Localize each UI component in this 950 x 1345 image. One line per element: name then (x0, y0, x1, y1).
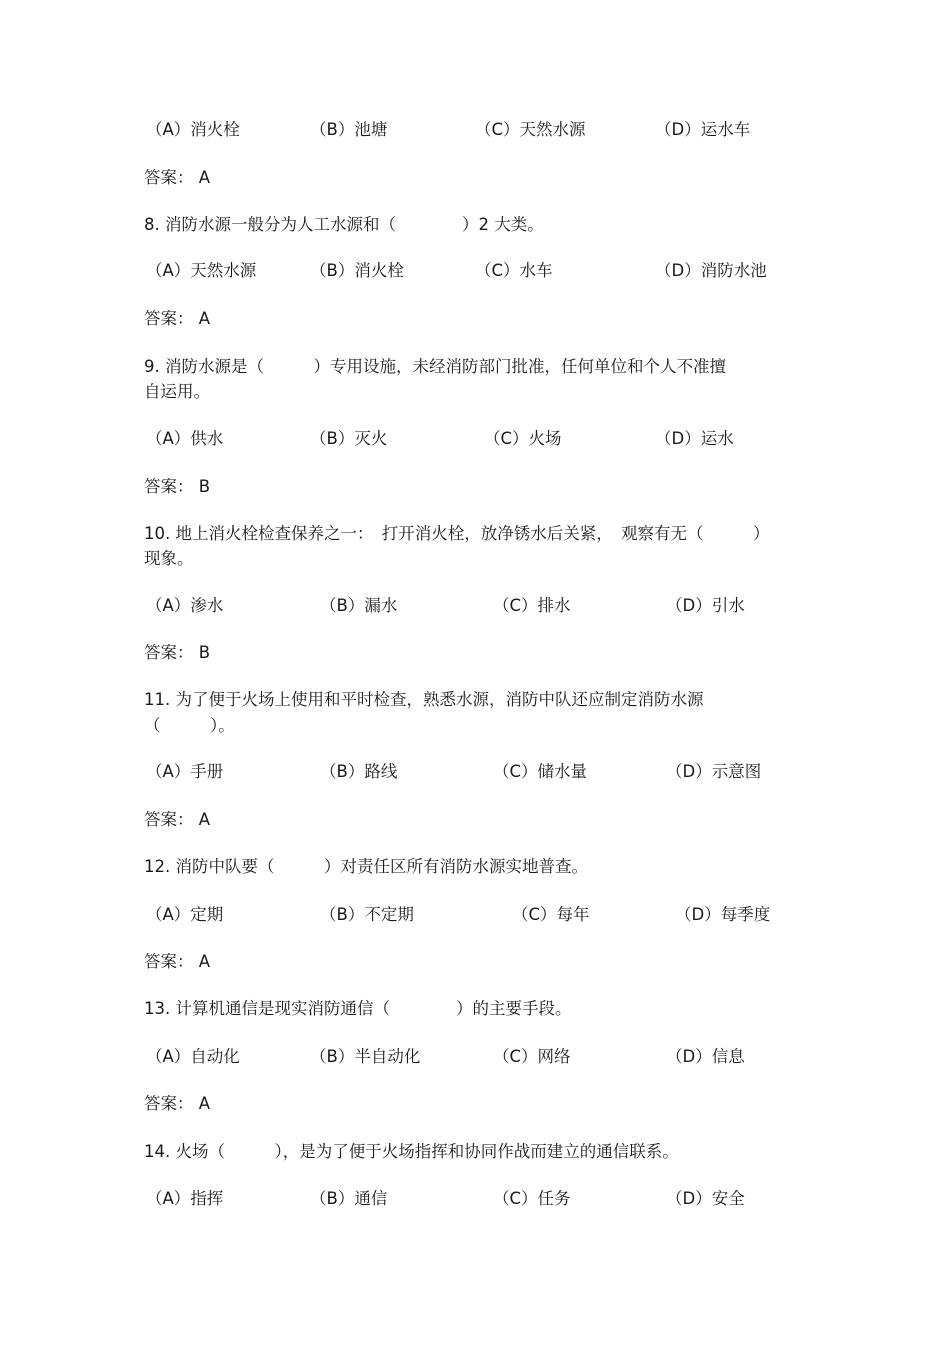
q13-option-d: （D）信息 (666, 1047, 745, 1066)
q13-stem: 13. 计算机通信是现实消防通信（ ）的主要手段。 (144, 999, 572, 1018)
q7-answer: 答案： A (144, 168, 211, 187)
q7-option-a: （A）消火栓 (146, 120, 240, 139)
q8-option-d: （D）消防水池 (655, 261, 767, 280)
q11-option-a: （A）手册 (146, 762, 224, 781)
q12-option-c: （C）每年 (512, 905, 590, 924)
q9-option-c: （C）火场 (484, 429, 562, 448)
q8-option-a: （A）天然水源 (146, 261, 257, 280)
q14-option-c: （C）任务 (493, 1189, 571, 1208)
q10-stem-line1: 10. 地上消火栓检查保养之一： 打开消火栓，放净锈水后关紧， 观察有无（ ） (144, 524, 770, 543)
q11-option-c: （C）储水量 (493, 762, 588, 781)
q9-option-a: （A）供水 (146, 429, 224, 448)
q12-option-b: （B）不定期 (320, 905, 414, 924)
q8-option-c: （C）水车 (475, 261, 553, 280)
q9-option-d: （D）运水 (655, 429, 734, 448)
q13-option-a: （A）自动化 (146, 1047, 240, 1066)
q13-answer: 答案： A (144, 1094, 211, 1113)
q14-option-d: （D）安全 (666, 1189, 745, 1208)
q12-stem: 12. 消防中队要（ ）对责任区所有消防水源实地普查。 (144, 857, 588, 876)
q7-option-d: （D）运水车 (655, 120, 751, 139)
q7-option-c: （C）天然水源 (475, 120, 586, 139)
q8-answer: 答案： A (144, 309, 211, 328)
q13-option-b: （B）半自动化 (310, 1047, 421, 1066)
q13-option-c: （C）网络 (493, 1047, 571, 1066)
q11-answer: 答案： A (144, 810, 211, 829)
q10-option-a: （A）渗水 (146, 596, 224, 615)
q10-stem-line2: 现象。 (144, 549, 194, 568)
q9-stem-line2: 自运用。 (144, 382, 210, 401)
q14-stem: 14. 火场（ ），是为了便于火场指挥和协同作战而建立的通信联系。 (144, 1142, 679, 1161)
q11-stem-line1: 11. 为了便于火场上使用和平时检查，熟悉水源，消防中队还应制定消防水源 (144, 690, 704, 709)
q9-option-b: （B）灭火 (310, 429, 388, 448)
q10-option-b: （B）漏水 (320, 596, 398, 615)
q11-stem-line2: （ ）。 (144, 716, 235, 735)
q10-answer: 答案： B (144, 643, 211, 662)
q11-option-d: （D）示意图 (666, 762, 762, 781)
q9-stem-line1: 9. 消防水源是（ ）专用设施，未经消防部门批准，任何单位和个人不准擅 (144, 357, 726, 376)
q12-answer: 答案： A (144, 952, 211, 971)
q10-option-d: （D）引水 (666, 596, 745, 615)
q11-option-b: （B）路线 (320, 762, 398, 781)
q9-answer: 答案： B (144, 477, 211, 496)
q14-option-b: （B）通信 (310, 1189, 388, 1208)
q14-option-a: （A）指挥 (146, 1189, 224, 1208)
q10-option-c: （C）排水 (493, 596, 571, 615)
q12-option-d: （D）每季度 (675, 905, 771, 924)
q8-option-b: （B）消火栓 (310, 261, 404, 280)
q8-stem: 8. 消防水源一般分为人工水源和（ ）2 大类。 (144, 215, 544, 234)
q12-option-a: （A）定期 (146, 905, 224, 924)
q7-option-b: （B）池塘 (310, 120, 388, 139)
